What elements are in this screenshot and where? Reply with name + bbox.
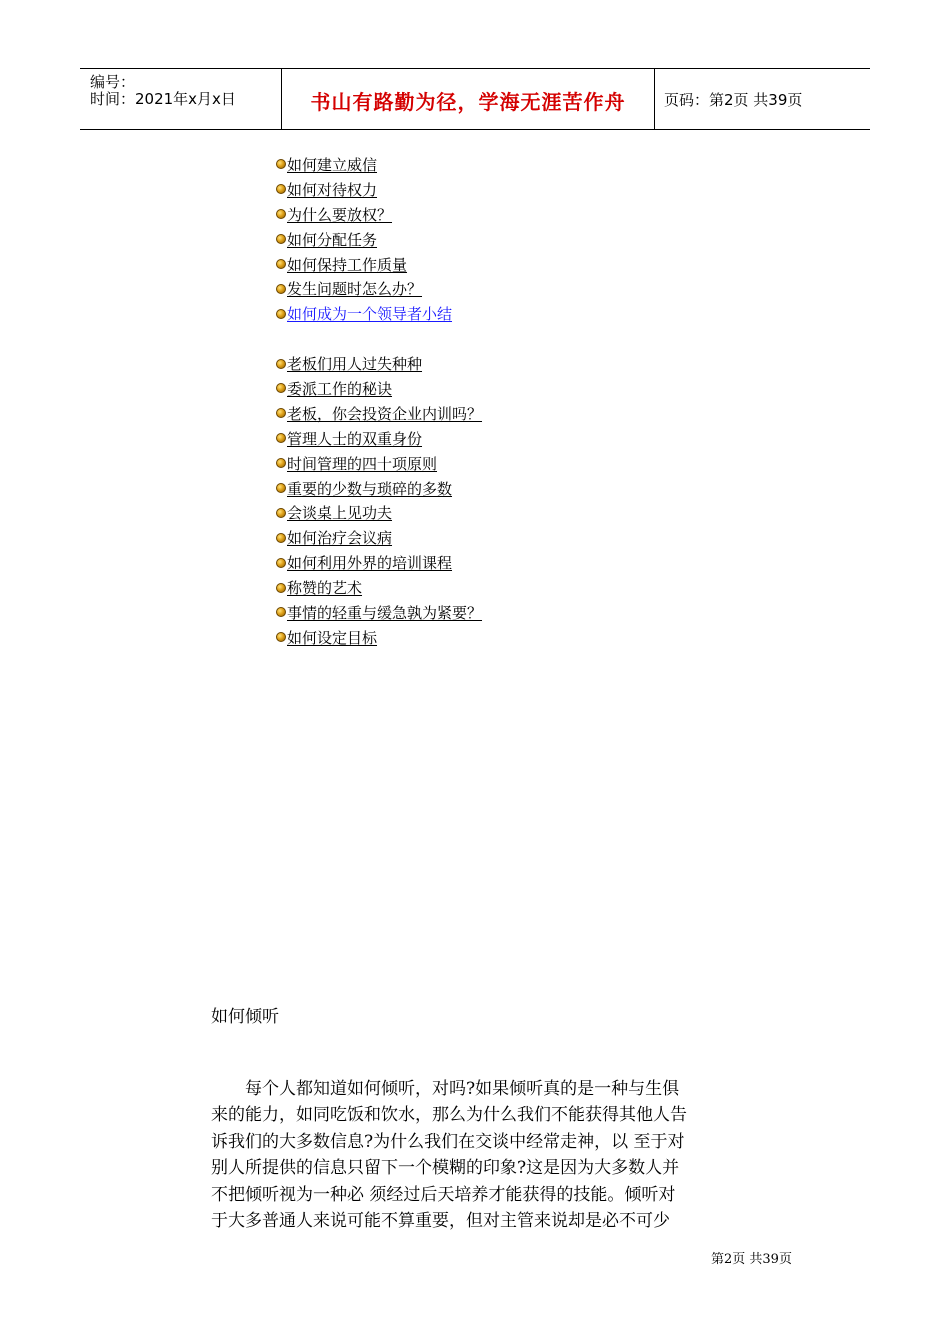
article-link-list xyxy=(276,152,482,650)
list-item xyxy=(276,625,482,650)
list-item xyxy=(276,525,482,550)
article-link[interactable]: 老板，你会投资企业内训吗？ xyxy=(287,404,483,423)
bullet-icon xyxy=(276,458,286,468)
bullet-icon xyxy=(276,359,286,369)
bullet-icon xyxy=(276,408,286,418)
article-link[interactable]: 如何设定目标 xyxy=(287,628,378,647)
bullet-icon xyxy=(276,558,286,568)
bullet-icon xyxy=(276,159,286,169)
article-link[interactable]: 如何治疗会议病 xyxy=(287,529,393,548)
list-item xyxy=(276,476,482,501)
header-meta-cell xyxy=(80,69,280,129)
paragraph-line: 于大多普通人来说可能不算重要，但对主管来说却是必不可少 xyxy=(211,1210,670,1231)
bullet-icon xyxy=(276,632,286,642)
bullet-icon xyxy=(276,184,286,194)
list-item xyxy=(276,252,482,277)
bullet-icon xyxy=(276,284,286,294)
list-item xyxy=(276,301,482,326)
list-item xyxy=(276,401,482,426)
list-item xyxy=(276,451,482,476)
list-item xyxy=(276,550,482,575)
motto: 书山有路勤为径，学海无涯苦作舟 xyxy=(310,90,626,114)
article-link[interactable]: 管理人士的双重身份 xyxy=(287,429,423,448)
header-motto-cell xyxy=(281,69,655,129)
article-link-visited[interactable]: 如何成为一个领导者小结 xyxy=(287,305,453,324)
article-link[interactable]: 如何利用外界的培训课程 xyxy=(287,554,453,573)
article-link[interactable]: 委派工作的秘诀 xyxy=(287,379,393,398)
bullet-icon xyxy=(276,259,286,269)
list-item xyxy=(276,376,482,401)
list-item xyxy=(276,600,482,625)
bullet-icon xyxy=(276,433,286,443)
paragraph-line: 每个人都知道如何倾听，对吗?如果倾听真的是一种与生俱 xyxy=(211,1079,680,1099)
bullet-icon xyxy=(276,234,286,244)
article-paragraph xyxy=(211,1076,741,1234)
bullet-icon xyxy=(276,309,286,319)
bullet-icon xyxy=(276,607,286,617)
article-link[interactable]: 如何保持工作质量 xyxy=(287,255,408,274)
bullet-icon xyxy=(276,583,286,593)
article-link[interactable]: 重要的少数与琐碎的多数 xyxy=(287,479,453,498)
article-link[interactable]: 如何分配任务 xyxy=(287,230,378,249)
article-link[interactable]: 老板们用人过失种种 xyxy=(287,355,423,374)
list-item xyxy=(276,152,482,177)
article-link[interactable]: 如何建立威信 xyxy=(287,155,378,174)
bullet-icon xyxy=(276,209,286,219)
footer-page-label: 第2页 共39页 xyxy=(711,1252,792,1267)
paragraph-line: 不把倾听视为一种必 须经过后天培养才能获得的技能。倾听对 xyxy=(211,1184,676,1205)
date-label: 时间：2021年x月x日 xyxy=(90,90,236,108)
article-link[interactable]: 为什么要放权？ xyxy=(287,205,393,224)
header-table xyxy=(80,68,870,130)
paragraph-line: 别人所提供的信息只留下一个模糊的印象?这是因为大多数人并 xyxy=(211,1158,680,1179)
header-page-cell xyxy=(655,69,870,129)
list-item xyxy=(276,575,482,600)
list-item xyxy=(276,426,482,451)
article-link[interactable]: 事情的轻重与缓急孰为紧要？ xyxy=(287,603,483,622)
list-item xyxy=(276,227,482,252)
code-label: 编号： xyxy=(90,73,136,91)
article-link[interactable]: 会谈桌上见功夫 xyxy=(287,504,393,523)
list-item xyxy=(276,351,482,376)
article-link[interactable]: 如何对待权力 xyxy=(287,180,378,199)
article-link[interactable]: 时间管理的四十项原则 xyxy=(287,454,438,473)
paragraph-line: 来的能力，如同吃饭和饮水，那么为什么我们不能获得其他人告 xyxy=(211,1105,687,1126)
bullet-icon xyxy=(276,483,286,493)
list-item xyxy=(276,276,482,301)
header-page-label: 页码：第2页 共39页 xyxy=(664,91,803,109)
bullet-icon xyxy=(276,508,286,518)
list-item xyxy=(276,500,482,525)
paragraph-line: 诉我们的大多数信息?为什么我们在交谈中经常走神，以 至于对 xyxy=(211,1131,685,1152)
list-item xyxy=(276,177,482,202)
list-item xyxy=(276,202,482,227)
bullet-icon xyxy=(276,383,286,393)
bullet-icon xyxy=(276,533,286,543)
article-link[interactable]: 称赞的艺术 xyxy=(287,579,363,598)
article-title: 如何倾听 xyxy=(211,1007,279,1027)
article-link[interactable]: 发生问题时怎么办？ xyxy=(287,280,423,299)
